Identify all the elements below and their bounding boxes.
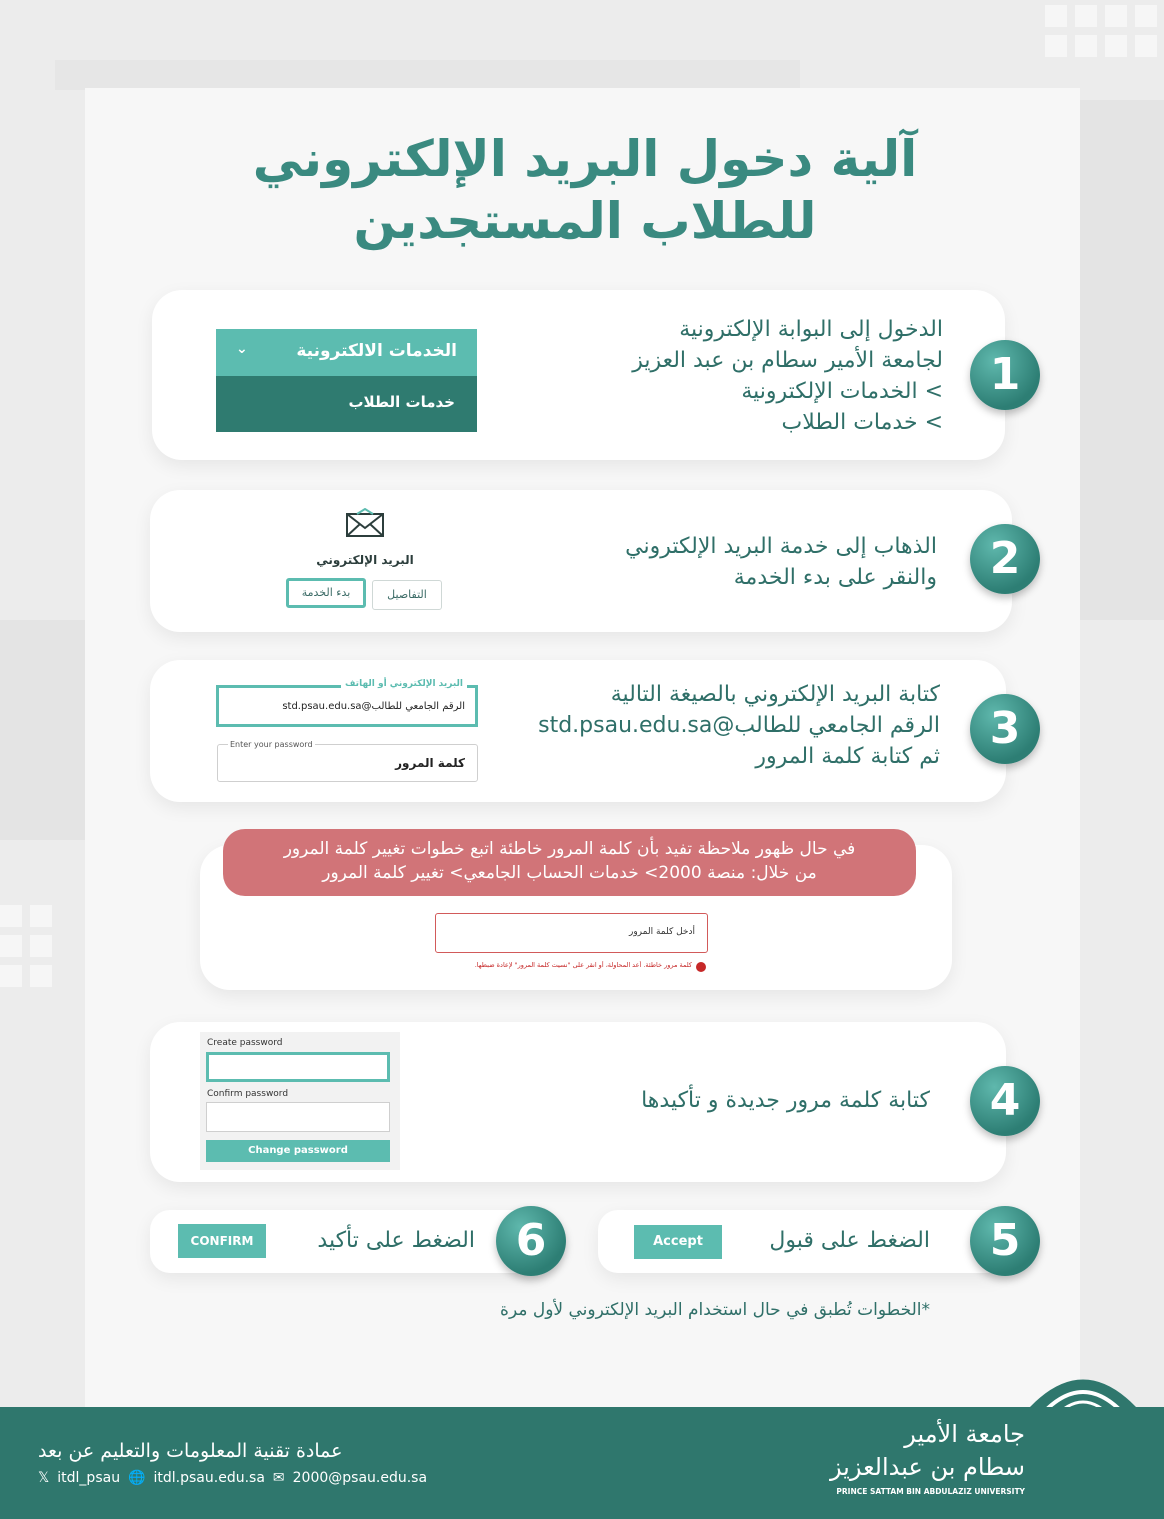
page-title-line2: للطلاب المستجدين bbox=[353, 192, 817, 250]
step-3-badge: 3 bbox=[970, 694, 1040, 764]
password-field[interactable] bbox=[217, 740, 478, 782]
confirm-password-label: Confirm password bbox=[207, 1089, 289, 1099]
footnote: *الخطوات تُطبق في حال استخدام البريد الإلكتروني لأول مرة bbox=[500, 1300, 930, 1320]
step-3-line: ثم كتابة كلمة المرور bbox=[755, 744, 940, 769]
website-link[interactable]: itdl.psau.edu.sa bbox=[153, 1470, 265, 1486]
step-5-badge: 5 bbox=[970, 1206, 1040, 1276]
step-4-text: كتابة كلمة مرور جديدة و تأكيدها bbox=[641, 1088, 930, 1113]
step-1-badge: 1 bbox=[970, 340, 1040, 410]
student-services-item[interactable]: خدمات الطلاب bbox=[216, 376, 477, 432]
error-text: كلمة مرور خاطئة. أعد المحاولة، أو انقر على "نسيت كلمة المرور" لإعادة ضبطها. bbox=[474, 961, 692, 969]
step-2-badge: 2 bbox=[970, 524, 1040, 594]
page-title-line1: آلية دخول البريد الإلكتروني bbox=[252, 130, 918, 188]
background-tile bbox=[55, 60, 800, 90]
background-tile bbox=[0, 620, 85, 840]
step-2-text bbox=[560, 531, 937, 593]
note-pill bbox=[223, 829, 916, 896]
step-1-text bbox=[560, 314, 943, 438]
change-password-form bbox=[200, 1032, 400, 1170]
envelope-icon bbox=[345, 508, 385, 542]
start-service-button[interactable]: بدء الخدمة bbox=[286, 578, 366, 608]
email-service-title: البريد الإلكتروني bbox=[316, 553, 414, 567]
mail-icon: ✉ bbox=[272, 1470, 285, 1486]
confirm-password-input[interactable] bbox=[206, 1102, 390, 1132]
eservices-menu-label: الخدمات الالكترونية bbox=[296, 341, 457, 361]
step-2-line: والنقر على بدء الخدمة bbox=[733, 565, 937, 590]
password-field-value: كلمة المرور bbox=[395, 756, 465, 770]
step-4-badge: 4 bbox=[970, 1066, 1040, 1136]
x-icon: 𝕏 bbox=[38, 1470, 50, 1486]
accept-button[interactable]: Accept bbox=[634, 1225, 722, 1259]
confirm-button[interactable]: CONFIRM bbox=[178, 1224, 266, 1258]
eservices-menu bbox=[216, 329, 477, 432]
chevron-down-icon: ⌄ bbox=[236, 341, 248, 357]
email-field[interactable] bbox=[216, 679, 478, 727]
step-2-line: الذهاب إلى خدمة البريد الإلكتروني bbox=[625, 534, 937, 559]
decorative-dots bbox=[1045, 5, 1157, 57]
step-1-line: > الخدمات الإلكترونية bbox=[741, 379, 943, 404]
step-5-text: الضغط على قبول bbox=[769, 1228, 930, 1253]
step-1-line: الدخول إلى البوابة الإلكترونية bbox=[679, 317, 943, 342]
email-link[interactable]: 2000@psau.edu.sa bbox=[292, 1470, 428, 1486]
globe-icon: 🌐 bbox=[128, 1470, 146, 1486]
step-3-line: الرقم الجامعي للطالب@std.psau.edu.sa bbox=[538, 713, 940, 738]
wrong-password-field[interactable] bbox=[435, 913, 708, 953]
footer-contacts bbox=[38, 1470, 427, 1486]
footer-department: عمادة تقنية المعلومات والتعليم عن بعد bbox=[38, 1440, 343, 1462]
university-name-ar-1: جامعة الأمير bbox=[904, 1420, 1025, 1448]
step-3-line: كتابة البريد الإلكتروني بالصيغة التالية bbox=[610, 682, 940, 707]
step-1-line: > خدمات الطلاب bbox=[781, 410, 943, 435]
password-field-label: Enter your password bbox=[230, 740, 313, 749]
step-6-badge: 6 bbox=[496, 1206, 566, 1276]
create-password-label: Create password bbox=[207, 1038, 283, 1048]
background-tile bbox=[1078, 100, 1164, 620]
note-line: في حال ظهور ملاحظة تفيد بأن كلمة المرور خاطئة اتبع خطوات تغيير كلمة المرور bbox=[283, 839, 856, 859]
step-1-line: لجامعة الأمير سطام بن عبد العزيز bbox=[632, 348, 943, 373]
eservices-menu-header[interactable] bbox=[216, 329, 477, 376]
email-field-value: الرقم الجامعي للطالب@std.psau.edu.sa bbox=[282, 701, 465, 712]
decorative-dots bbox=[0, 905, 52, 987]
error-icon bbox=[696, 962, 706, 972]
wrong-password-placeholder: أدخل كلمة المرور bbox=[628, 927, 695, 937]
email-field-label: البريد الإلكتروني أو الهاتف bbox=[341, 679, 467, 689]
details-button[interactable]: التفاصيل bbox=[372, 580, 442, 610]
twitter-handle[interactable]: itdl_psau bbox=[57, 1470, 121, 1486]
university-name-ar-2: سطام بن عبدالعزيز bbox=[829, 1453, 1025, 1481]
create-password-input[interactable] bbox=[206, 1052, 390, 1082]
note-line: من خلال: منصة 2000> خدمات الحساب الجامعي> تغيير كلمة المرور bbox=[322, 863, 817, 883]
change-password-button[interactable]: Change password bbox=[206, 1140, 390, 1162]
university-name-en: PRINCE SATTAM BIN ABDULAZIZ UNIVERSITY bbox=[836, 1487, 1025, 1496]
step-3-text bbox=[500, 679, 940, 772]
step-6-text: الضغط على تأكيد bbox=[317, 1228, 475, 1253]
